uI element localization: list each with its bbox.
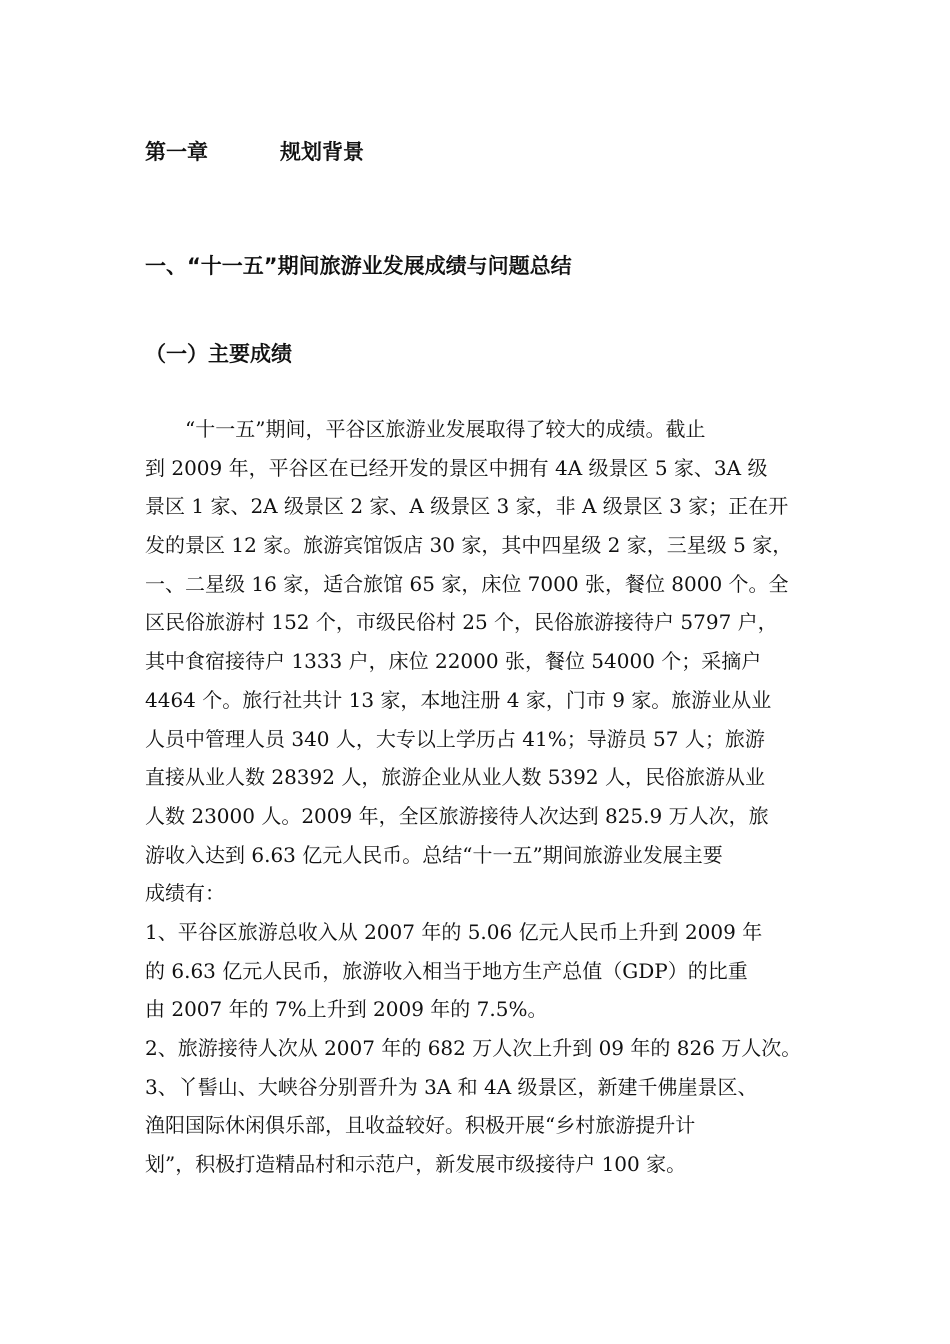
list-item-line: 划”，积极打造精品村和示范户，新发展市级接待户 100 家。	[145, 1152, 687, 1177]
section-heading: 一、“十一五”期间旅游业发展成绩与问题总结	[145, 254, 572, 278]
body-paragraphs	[145, 410, 810, 1184]
text-line: 一、二星级 16 家，适合旅馆 65 家，床位 7000 张，餐位 8000 个。全	[145, 571, 789, 596]
text-line: 4464 个。旅行社共计 13 家，本地注册 4 家，门市 9 家。旅游业从业	[145, 687, 772, 712]
list-item-line: 的 6.63 亿元人民币，旅游收入相当于地方生产总值（GDP）的比重	[145, 958, 748, 983]
chapter-number: 第一章	[145, 140, 208, 164]
subsection-heading: （一）主要成绩	[145, 342, 292, 366]
text-line: 发的景区 12 家。旅游宾馆饭店 30 家，其中四星级 2 家，三星级 5 家，	[145, 533, 793, 558]
list-item-line: 2、旅游接待人次从 2007 年的 682 万人次上升到 09 年的 826 万人次。	[145, 1036, 802, 1060]
text-line: 游收入达到 6.63 亿元人民币。总结“十一五”期间旅游业发展主要	[145, 842, 723, 867]
text-line: 景区 1 家、2A 级景区 2 家、A 级景区 3 家，非 A 级景区 3 家；正在开	[145, 494, 789, 519]
list-item-line: 3、丫髻山、大峡谷分别晋升为 3A 和 4A 级景区，新建千佛崖景区、	[145, 1074, 758, 1099]
list-item-line: 由 2007 年的 7%上升到 2009 年的 7.5%。	[145, 997, 548, 1022]
list-item-line: 1、平谷区旅游总收入从 2007 年的 5.06 亿元人民币上升到 2009 年	[145, 919, 763, 944]
text-line: 到 2009 年，平谷区在已经开发的景区中拥有 4A 级景区 5 家、3A 级	[145, 455, 768, 480]
list-item-line: 渔阳国际休闲俱乐部，且收益较好。积极开展“乡村旅游提升计	[145, 1113, 696, 1138]
text-line: “十一五”期间，平谷区旅游业发展取得了较大的成绩。截止	[145, 417, 706, 441]
text-line: 区民俗旅游村 152 个，市级民俗村 25 个，民俗旅游接待户 5797 户，	[145, 610, 778, 635]
text-line: 人员中管理人员 340 人，大专以上学历占 41%；导游员 57 人；旅游	[145, 726, 765, 751]
chapter-title: 规划背景	[280, 140, 364, 164]
text-line: 人数 23000 人。2009 年，全区旅游接待人次达到 825.9 万人次，旅	[145, 803, 769, 828]
text-line: 成绩有：	[145, 881, 225, 906]
text-line: 其中食宿接待户 1333 户，床位 22000 张，餐位 54000 个；采摘户	[145, 649, 762, 674]
text-line: 直接从业人数 28392 人，旅游企业从业人数 5392 人，民俗旅游从业	[145, 765, 765, 790]
chapter-heading	[145, 136, 364, 166]
